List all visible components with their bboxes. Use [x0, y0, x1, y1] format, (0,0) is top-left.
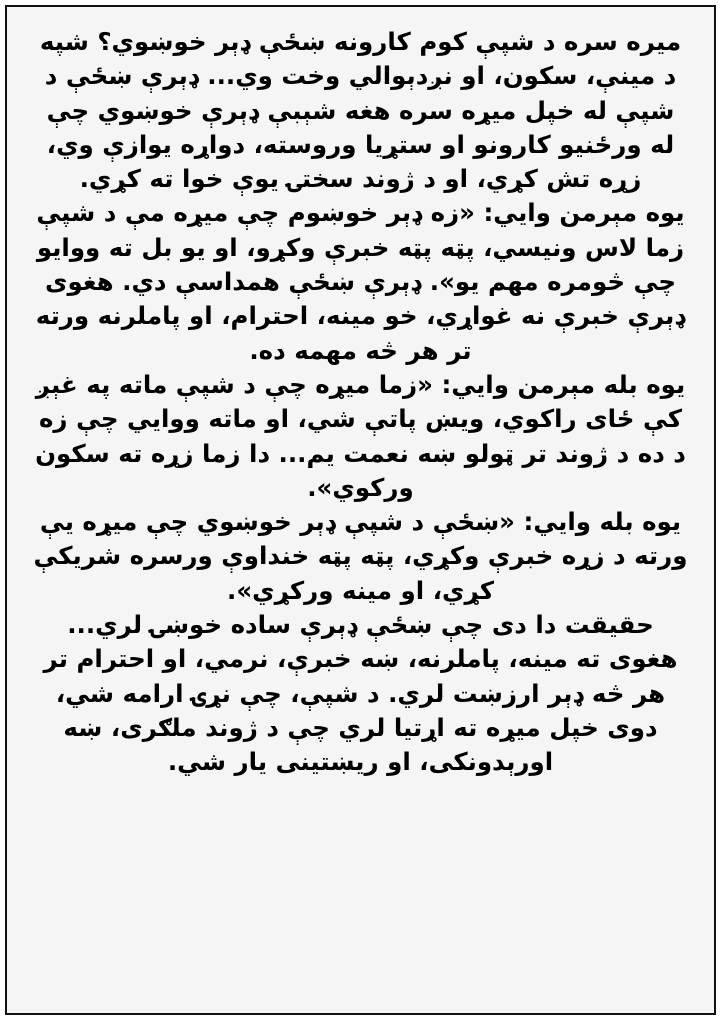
article-body — [33, 25, 688, 780]
paragraph-quote-2: یوه بله مېرمن وایي: «زما میړه چې د شپې ماته په غېږ کې ځای راکوي، ویښ پاتې شي، او ماته ووایي چې زه د ده د ژوند تر ټولو ښه نعمت یم... دا زما زړه ته سکون ورکوي». — [35, 369, 686, 502]
paragraph-intro: میره سره د شپې کوم کارونه ښځې ډېر خوښوي؟ شپه د مینې، سکون، او نږدېوالي وخت وي... ډېرې ښځې د شپې له خپل میړه سره هغه شېبې ډېرې خوښوي چې له ورځنیو کارونو او ستړیا وروسته، دواړه یوازې وي، زړه تش کړي، او د ژوند سختۍ یوې خوا ته کړي. — [39, 27, 682, 194]
paragraph-conclusion: حقیقت دا دی چې ښځې ډېرې ساده خوښۍ لري... هغوی ته مینه، پاملرنه، ښه خبرې، نرمي، او احترام تر هر څه ډېر ارزښت لري. د شپې، چې نړۍ ارامه شي، دوی خپل میړه ته اړتیا لري چې د ژوند ملګری، ښه اورېدونکی، او ریښتینی یار شي. — [43, 610, 678, 777]
page-frame — [5, 5, 716, 1015]
paragraph-quote-3: یوه بله وایي: «ښځې د شپې ډېر خوښوي چې میړه یې ورته د زړه خبرې وکړي، پټه پټه خنداوې ورسره شریکې کړي، او مینه ورکړي». — [33, 507, 688, 605]
paragraph-quote-1: یوه مېرمن وایي: «زه ډېر خوښوم چې میړه مې د شپې زما لاس ونیسي، پټه پټه خبرې وکړو، او یو بل ته ووایو چې څومره مهم یو». ډېرې ښځې همداسې دي. هغوی ډېرې خبرې نه غواړي، خو مینه، احترام، او پاملرنه ورته تر هر څه مهمه ده. — [35, 198, 686, 365]
